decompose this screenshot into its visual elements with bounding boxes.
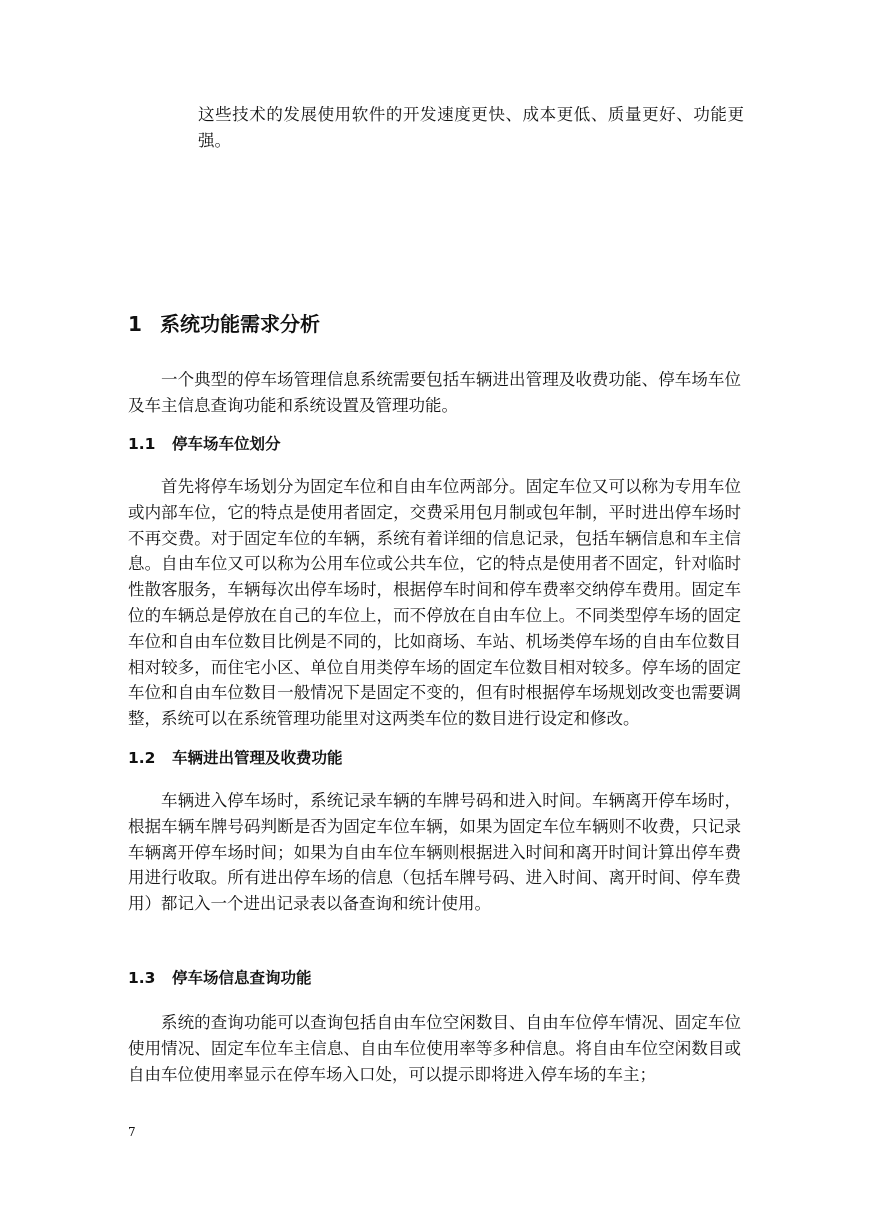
section-title: 停车场车位划分 [172, 435, 281, 453]
page-number: 7 [128, 1125, 136, 1139]
chapter-number: 1 [128, 312, 142, 336]
chapter-title: 系统功能需求分析 [160, 312, 320, 336]
section-title: 车辆进出管理及收费功能 [172, 749, 343, 767]
section-number: 1.2 [128, 749, 156, 767]
section-heading-1-3 [128, 966, 312, 990]
section-title: 停车场信息查询功能 [172, 969, 312, 987]
chapter-heading [128, 308, 320, 340]
section-1-1-paragraph: 首先将停车场划分为固定车位和自由车位两部分。固定车位又可以称为专用车位或内部车位，它的特点是使用者固定，交费采用包月制或包年制，平时进出停车场时不再交费。对于固定车位的车辆，系统有着详细的信息记录，包括车辆信息和车主信息。自由车位又可以称为公用车位或公共车位，它的特点是使用者不固定，针对临时性散客服务，车辆每次出停车场时，根据停车时间和停车费率交纳停车费用。固定车位的车辆总是停放在自己的车位上，而不停放在自由车位上。不同类型停车场的固定车位和自由车位数目比例是不同的，比如商场、车站、机场类停车场的自由车位数目相对较多，而住宅小区、单位自用类停车场的固定车位数目相对较多。停车场的固定车位和自由车位数目一般情况下是固定不变的，但有时根据停车场规划改变也需要调整，系统可以在系统管理功能里对这两类车位的数目进行设定和修改。 [128, 477, 741, 729]
section-number: 1.1 [128, 435, 156, 453]
section-heading-1-1 [128, 432, 281, 456]
chapter-intro-paragraph: 一个典型的停车场管理信息系统需要包括车辆进出管理及收费功能、停车场车位及车主信息查询功能和系统设置及管理功能。 [128, 370, 741, 415]
section-number: 1.3 [128, 969, 156, 987]
section-heading-1-2 [128, 746, 343, 770]
section-1-2-paragraph: 车辆进入停车场时，系统记录车辆的车牌号码和进入时间。车辆离开停车场时，根据车辆车牌号码判断是否为固定车位车辆，如果为固定车位车辆则不收费，只记录车辆离开停车场时间；如果为自由车位车辆则根据进入时间和离开时间计算出停车费用进行收取。所有进出停车场的信息（包括车牌号码、进入时间、离开时间、停车费用）都记入一个进出记录表以备查询和统计使用。 [128, 791, 741, 914]
section-1-3-paragraph: 系统的查询功能可以查询包括自由车位空闲数目、自由车位停车情况、固定车位使用情况、固定车位车主信息、自由车位使用率等多种信息。将自由车位空闲数目或自由车位使用率显示在停车场入口处，可以提示即将进入停车场的车主； [128, 1013, 741, 1084]
intro-paragraph: 这些技术的发展使用软件的开发速度更快、成本更低、质量更好、功能更强。 [198, 105, 744, 150]
